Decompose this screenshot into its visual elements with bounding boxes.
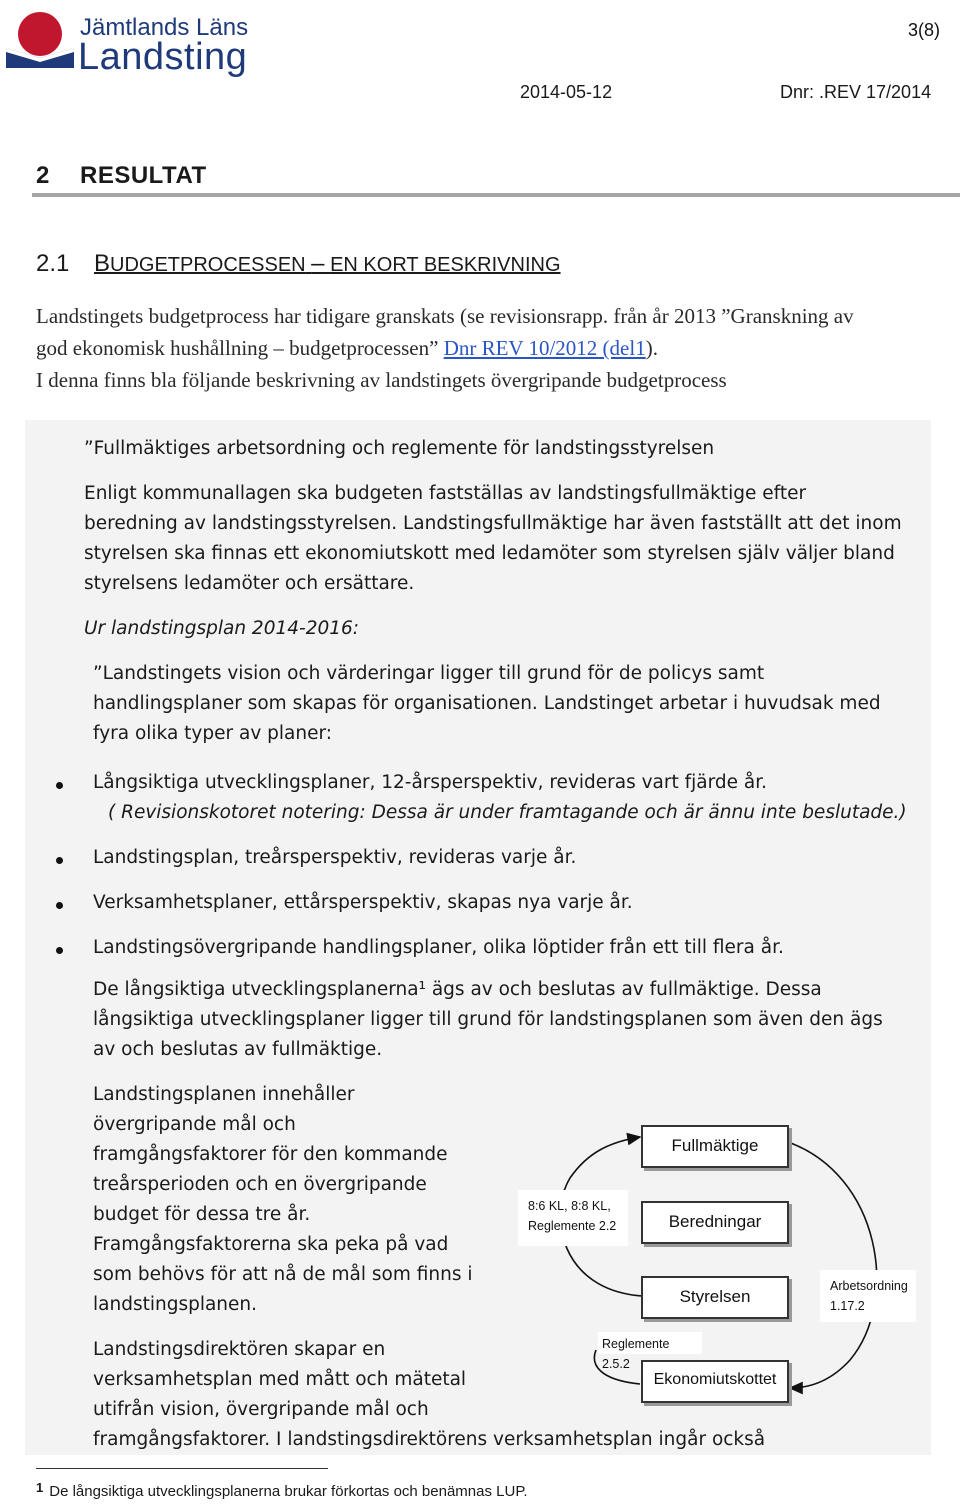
quote-title: ”Fullmäktiges arbetsordning och reglemente för landstingsstyrelsen <box>84 438 715 459</box>
right-cycle-arrow <box>788 1142 877 1388</box>
quote-source: Ur landstingsplan 2014-2016: <box>84 618 360 639</box>
section-number: 2 <box>36 162 50 189</box>
bullet-item-1: Långsiktiga utvecklingsplaner, 12-årsperspektiv, revideras vart fjärde år. <box>93 772 768 793</box>
diagram-box-beredningar: Beredningar <box>641 1201 789 1244</box>
diagram-box-fullmaktige: Fullmäktige <box>641 1125 789 1168</box>
quote-paragraph-5-line-2: verksamhetsplan med mått och mätetal <box>93 1369 467 1390</box>
bullet-item-2: Landstingsplan, treårsperspektiv, revideras varje år. <box>93 847 577 868</box>
logo-wordmark-line1: Jämtlands Läns <box>80 14 249 41</box>
footnote-divider <box>36 1468 328 1469</box>
page-number: 3(8) <box>908 20 941 40</box>
subsection-number: 2.1 <box>36 250 70 277</box>
quote-paragraph-2-line-2: handlingsplaner som skapas för organisationen. Landstinget arbetar i huvudsak med <box>93 693 881 714</box>
footnote <box>36 1480 528 1500</box>
quote-paragraph-1-line-2: beredning av landstingsstyrelsen. Landstingsfullmäktige har även fastställt att det inom <box>84 513 902 534</box>
bullet-item-4: Landstingsövergripande handlingsplaner, olika löptider från ett till flera år. <box>93 937 784 958</box>
quote-paragraph-4-line-7: som behövs för att nå de mål som finns i <box>93 1264 473 1285</box>
diagram-note-kl: 8:6 KL, 8:8 KL, Reglemente 2.2 <box>518 1190 628 1246</box>
document-dnr: Dnr: .REV 17/2014 <box>780 82 932 102</box>
quote-paragraph-5-line-1: Landstingsdirektören skapar en <box>93 1339 386 1360</box>
quote-paragraph-4-line-4: treårsperioden och en övergripande <box>93 1174 427 1195</box>
quote-paragraph-2-line-3: fyra olika typer av planer: <box>93 723 332 744</box>
diagram-note-reglemente: Reglemente 2.5.2 <box>598 1332 702 1354</box>
quote-paragraph-4-line-5: budget för dessa tre år. <box>93 1204 311 1225</box>
quote-paragraph-5-line-4: framgångsfaktorer. I landstingsdirektörens verksamhetsplan ingår också <box>93 1429 766 1450</box>
quote-paragraph-4-line-2: övergripande mål och <box>93 1114 296 1135</box>
intro-line-3: I denna finns bla följande beskrivning av landstingets övergripande budgetprocess <box>36 368 727 392</box>
quote-paragraph-4-line-6: Framgångsfaktorerna ska peka på vad <box>93 1234 449 1255</box>
quote-paragraph-3-line-1: De långsiktiga utvecklingsplanerna¹ ägs av och beslutas av fullmäktige. Dessa <box>93 979 822 1000</box>
document-date: 2014-05-12 <box>520 82 613 102</box>
quote-paragraph-5-line-3: utifrån vision, övergripande mål och <box>93 1399 429 1420</box>
intro-line-1: Landstingets budgetprocess har tidigare granskats (se revisionsrapp. från år 2013 ”Granskning av <box>36 304 854 328</box>
quote-paragraph-4-line-8: landstingsplanen. <box>93 1294 258 1315</box>
quote-paragraph-4-line-1: Landstingsplanen innehåller <box>93 1084 355 1105</box>
bullet-item-3: Verksamhetsplaner, ettårsperspektiv, skapas nya varje år. <box>93 892 633 913</box>
quote-paragraph-3-line-2: långsiktiga utvecklingsplaner ligger till grund för landstingsplanen som även den ägs <box>93 1009 883 1030</box>
footnote-text: De långsiktiga utvecklingsplanerna brukar förkortas och benämnas LUP. <box>49 1483 528 1500</box>
footnote-mark: 1 <box>36 1480 44 1495</box>
diagram-box-ekonomiutskottet: Ekonomiutskottet <box>641 1360 789 1403</box>
bullet-item-1-note: ( Revisionskotoret notering: Dessa är under framtagande och är ännu inte beslutade.) <box>108 802 907 823</box>
quote-paragraph-4-line-3: framgångsfaktorer för den kommande <box>93 1144 448 1165</box>
logo-wordmark-line2: Landsting <box>78 36 248 78</box>
subsection-title: BUDGETPROCESSEN – EN KORT BESKRIVNING <box>94 250 561 277</box>
quote-paragraph-1-line-1: Enligt kommunallagen ska budgeten fastställas av landstingsfullmäktige efter <box>84 483 807 504</box>
intro-line-2: god ekonomisk hushållning – budgetprocessen” Dnr REV 10/2012 (del1). <box>36 336 658 360</box>
quote-paragraph-1-line-4: styrelsens ledamöter och ersättare. <box>84 573 415 594</box>
quote-paragraph-3-line-3: av och beslutas av fullmäktige. <box>93 1039 383 1060</box>
report-link[interactable]: Dnr REV 10/2012 (del1 <box>443 336 646 360</box>
diagram-note-arbetsordning: Arbetsordning 1.17.2 <box>820 1270 916 1322</box>
quote-paragraph-2-line-1: ”Landstingets vision och värderingar ligger till grund för de policys samt <box>93 663 765 684</box>
section-title: RESULTAT <box>80 162 207 189</box>
diagram-box-styrelsen: Styrelsen <box>641 1276 789 1319</box>
quote-paragraph-1-line-3: styrelsen ska finnas ett ekonomiutskott med ledamöter som styrelsen själv väljer bland <box>84 543 895 564</box>
